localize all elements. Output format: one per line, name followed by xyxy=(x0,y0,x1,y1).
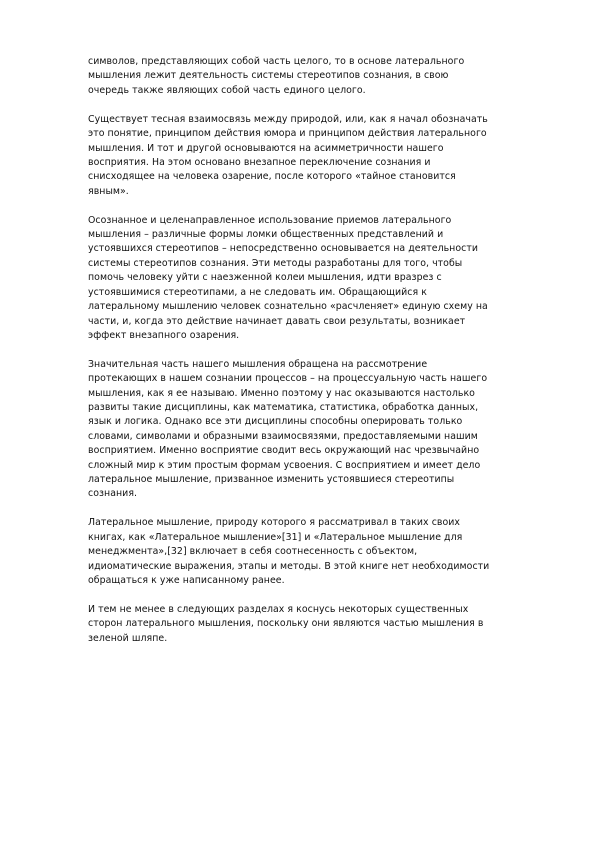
text-line: снисходящее на человека озарение, после которого «тайное становится xyxy=(88,171,456,183)
text-line: язык и логика. Однако все эти дисциплины способны оперировать только xyxy=(88,416,463,428)
text-line: части, и, когда это действие начинает давать свои результаты, возникает xyxy=(88,315,466,327)
text-line: устоявшихся стереотипов – непосредственно основывается на деятельности xyxy=(88,243,479,255)
text-line: мышления, как я ее называю. Именно поэтому у нас оказываются настолько xyxy=(88,387,475,399)
text-line: протекающих в нашем сознании процессов – на процессуальную часть нашего xyxy=(88,373,488,385)
text-line: идиоматические выражения, этапы и методы. В этой книге нет необходимости xyxy=(88,560,490,572)
text-line: Существует тесная взаимосвязь между природой, или, как я начал обозначать xyxy=(88,113,488,125)
text-line: символов, представляющих собой часть целого, то в основе латерального xyxy=(88,56,465,67)
text-line: системы стереотипов сознания. Эти методы разработаны для того, чтобы xyxy=(88,257,463,269)
text-line: сознания. xyxy=(88,488,138,500)
text-line: помочь человеку уйти с наезженной колеи мышления, идти вразрез с xyxy=(88,272,442,284)
text-line: это понятие, принципом действия юмора и принципом действия латерального xyxy=(88,128,487,140)
text-line: сложный мир к этим простым формам усвоения. С восприятием и имеет дело xyxy=(88,459,481,471)
text-line: латеральному мышлению человек сознательно «расчленяет» единую схему на xyxy=(88,301,488,313)
text-line: словами, символами и образными взаимосвязями, предоставляемыми нашим xyxy=(88,430,478,442)
text-line: Значительная часть нашего мышления обращена на рассмотрение xyxy=(88,358,428,370)
text-line: мышления. И тот и другой основываются на асимметричности нашего xyxy=(88,142,444,154)
paragraph xyxy=(88,516,540,588)
text-line: Латеральное мышление, природу которого я рассматривал в таких своих xyxy=(88,517,460,529)
text-line: устоявшимися стереотипами, а не следовать им. Обращающийся к xyxy=(88,286,427,298)
text-line: мышления лежит деятельность системы стереотипов сознания, в свою xyxy=(88,70,449,82)
text-line: И тем не менее в следующих разделах я коснусь некоторых существенных xyxy=(88,603,469,615)
text-line: менеджмента»,[32] включает в себя соотнесенность с объектом, xyxy=(88,546,418,558)
text-line: латеральное мышление, призванное изменить устоявшиеся стереотипы xyxy=(88,474,455,486)
paragraph xyxy=(88,214,540,344)
text-line: развиты такие дисциплины, как математика, статистика, обработка данных, xyxy=(88,402,479,414)
text-line: сторон латерального мышления, поскольку они являются частью мышления в xyxy=(88,618,484,630)
text-line: Осознанное и целенаправленное использование приемов латерального xyxy=(88,214,452,226)
text-line: мышления – различные формы ломки общественных представлений и xyxy=(88,229,444,241)
paragraph xyxy=(88,55,540,98)
text-line: восприятия. На этом основано внезапное переключение сознания и xyxy=(88,156,431,168)
text-line: эффект внезапного озарения. xyxy=(88,329,240,341)
text-line: книгах, как «Латеральное мышление»[31] и «Латеральное мышление для xyxy=(88,531,463,543)
paragraph xyxy=(88,603,540,646)
text-line: восприятием. Именно восприятие сводит весь окружающий нас чрезвычайно xyxy=(88,445,480,457)
text-line: зеленой шляпе. xyxy=(88,632,168,644)
paragraph xyxy=(88,113,540,199)
text-line: обращаться к уже написанному ранее. xyxy=(88,575,285,586)
body-text xyxy=(88,55,540,646)
paragraph xyxy=(88,358,540,502)
text-line: очередь также являющих собой часть единого целого. xyxy=(88,84,366,96)
text-line: явным». xyxy=(88,185,129,197)
